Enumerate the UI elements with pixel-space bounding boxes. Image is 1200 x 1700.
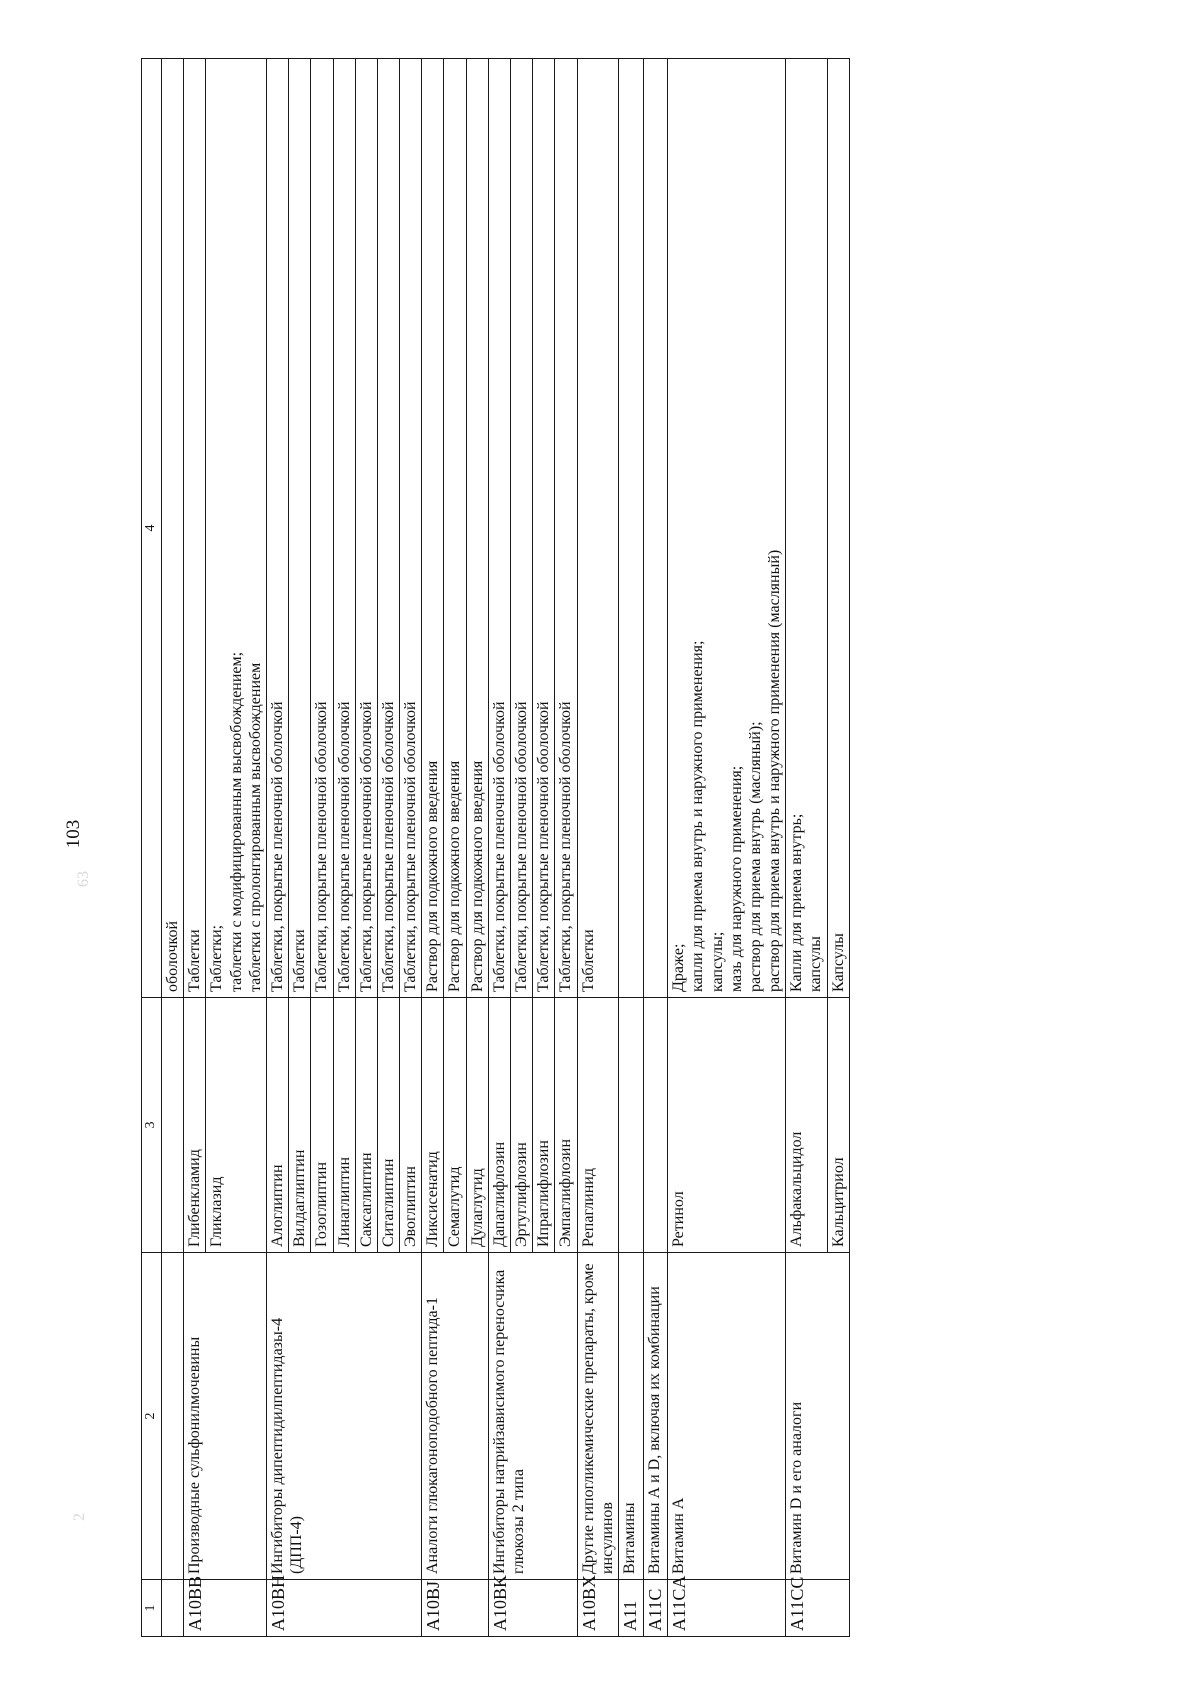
scan-mark: 2 [71, 1513, 88, 1521]
atc-code-cell: A10BB [184, 1580, 267, 1637]
drug-name-cell: Ипраглифлозин [533, 998, 555, 1253]
drug-name-cell: Ретинол [668, 998, 786, 1253]
dosage-form-line: Таблетки; [208, 924, 226, 992]
table-row [422, 59, 444, 1637]
group-name-cell: Ингибиторы дипептидилпептидазы-4 (ДПП-4) [266, 1253, 421, 1580]
drug-name-cell: Эмпаглифлозин [555, 998, 577, 1253]
column-header: 1 [142, 1580, 162, 1637]
dosage-form-line: Таблетки, покрытые пленочной оболочкой [557, 701, 575, 992]
atc-code-cell: A10BK [488, 1580, 577, 1637]
drug-name-cell: Вилдаглиптин [289, 998, 311, 1253]
atc-code-cell: A11CA [668, 1580, 786, 1637]
dosage-form-line: Таблетки, покрытые пленочной оболочкой [335, 701, 353, 992]
dosage-form-line: раствор для приема внутрь и наружного применения (масляный) [766, 549, 784, 992]
group-name-cell: Витамины А и D, включая их комбинации [643, 1253, 668, 1580]
column-header: 4 [142, 59, 162, 998]
dosage-forms-cell [311, 59, 333, 998]
dosage-forms-cell [488, 59, 510, 998]
group-name-cell: Витамины [618, 1253, 643, 1580]
table-row [668, 59, 786, 1637]
dosage-form-line: Таблетки [291, 929, 309, 992]
dosage-forms-cell [643, 59, 668, 998]
table-body [142, 59, 850, 1637]
dosage-form-line: Таблетки, покрытые пленочной оболочкой [268, 701, 286, 992]
continuation-row [162, 59, 184, 1637]
dosage-form-line: Таблетки, покрытые пленочной оболочкой [313, 701, 331, 992]
dosage-form-line: Таблетки, покрытые пленочной оболочкой [379, 701, 397, 992]
table-row [266, 59, 288, 1637]
dosage-forms-cell [422, 59, 444, 998]
column-header: 2 [142, 1253, 162, 1580]
dosage-forms-cell [555, 59, 577, 998]
drug-name-cell: Эртуглифлозин [511, 998, 533, 1253]
drug-name-cell: Гозоглиптин [311, 998, 333, 1253]
table-row [643, 59, 668, 1637]
dosage-forms-cell [266, 59, 288, 998]
drug-name-cell: Гликлазид [206, 998, 267, 1253]
page-number: 103 [63, 819, 84, 849]
dosage-form-line: таблетки с пролонгированным высвобождением [246, 662, 264, 992]
dosage-forms-cell [206, 59, 267, 998]
table-row [618, 59, 643, 1637]
atc-code-cell: A11C [643, 1580, 668, 1637]
group-name-cell: Витамин А [668, 1253, 786, 1580]
table-row [184, 59, 206, 1637]
dosage-form-line: Таблетки, покрытые пленочной оболочкой [402, 701, 420, 992]
dosage-form-line: Таблетки [579, 929, 597, 992]
group-name-cell: Производные сульфонилмочевины [184, 1253, 267, 1580]
drug-name-cell: Дулаглутид [466, 998, 488, 1253]
dosage-forms-cell [444, 59, 466, 998]
dosage-form-line: капли для приема внутрь и наружного применения; [689, 640, 707, 992]
dosage-forms-cell [466, 59, 488, 998]
column-header: 3 [142, 998, 162, 1253]
drug-name-cell: Репаглинид [577, 998, 618, 1253]
drug-name-cell: Кальцитриол [827, 998, 849, 1253]
dosage-form-line: Раствор для подкожного введения [446, 760, 464, 992]
dosage-forms-cell [355, 59, 377, 998]
drug-name-cell [618, 998, 643, 1253]
dosage-form-line: мазь для наружного применения; [727, 765, 745, 992]
dosage-forms-cell [786, 59, 827, 998]
dosage-form-line: капсулы [807, 936, 825, 992]
dosage-form-line: Таблетки, покрытые пленочной оболочкой [535, 701, 553, 992]
group-name-cell: Витамин D и его аналоги [786, 1253, 850, 1580]
table-row [577, 59, 618, 1637]
table-cell [162, 998, 184, 1253]
dosage-form-line: Раствор для подкожного введения [468, 760, 486, 992]
group-name-cell: Ингибиторы натрийзависимого переносчика глюкозы 2 типа [488, 1253, 577, 1580]
dosage-form-line: Таблетки, покрытые пленочной оболочкой [513, 701, 530, 992]
dosage-form-line: Таблетки [186, 929, 204, 992]
dosage-forms-cell [577, 59, 618, 998]
group-name-cell: Аналоги глюкагоноподобного пептида-1 [422, 1253, 489, 1580]
dosage-form-line: Капли для приема внутрь; [788, 813, 806, 992]
drug-table [141, 58, 850, 1637]
drug-name-cell: Ликсисенатид [422, 998, 444, 1253]
dosage-forms-cell [333, 59, 355, 998]
dosage-form-line: Таблетки, покрытые пленочной оболочкой [357, 701, 375, 992]
drug-name-cell: Дапаглифлозин [488, 998, 510, 1253]
drug-name-cell: Линаглиптин [333, 998, 355, 1253]
dosage-forms-cell [289, 59, 311, 998]
atc-code-cell: A11 [618, 1580, 643, 1637]
dosage-forms-cell [827, 59, 849, 998]
atc-code-cell: A10BH [266, 1580, 421, 1637]
dosage-form-line: таблетки с модифицированным высвобождением; [227, 651, 245, 992]
continued-form-text: оболочкой [162, 59, 184, 998]
table-row [488, 59, 510, 1637]
atc-code-cell: A11CC [786, 1580, 850, 1637]
dosage-forms-cell [377, 59, 399, 998]
dosage-forms-cell [618, 59, 643, 998]
dosage-form-line: Драже; [670, 943, 688, 992]
dosage-forms-cell [511, 59, 533, 998]
drug-name-cell: Глибенкламид [184, 998, 206, 1253]
scan-mark: 63 [75, 871, 92, 887]
drug-name-cell: Эвоглиптин [400, 998, 422, 1253]
dosage-form-line: раствор для приема внутрь (масляный); [746, 721, 764, 992]
atc-code-cell: A10BJ [422, 1580, 489, 1637]
drug-name-cell: Семаглутид [444, 998, 466, 1253]
drug-name-cell: Ситаглиптин [377, 998, 399, 1253]
table-row [786, 59, 827, 1637]
atc-code-cell: A10BX [577, 1580, 618, 1637]
dosage-form-line: Таблетки, покрытые пленочной оболочкой [490, 701, 508, 992]
dosage-forms-cell [533, 59, 555, 998]
dosage-forms-cell [184, 59, 206, 998]
drug-name-cell: Саксаглиптин [355, 998, 377, 1253]
dosage-form-line: Раствор для подкожного введения [424, 760, 442, 992]
drug-name-cell [643, 998, 668, 1253]
dosage-form-line: капсулы; [708, 931, 726, 992]
header-row [142, 59, 162, 1637]
group-name-cell: Другие гипогликемические препараты, кроме инсулинов [577, 1253, 618, 1580]
drug-name-cell: Алоглиптин [266, 998, 288, 1253]
table-cell [162, 1253, 184, 1580]
table-frame [141, 58, 1061, 1637]
table-cell [162, 1580, 184, 1637]
dosage-forms-cell [400, 59, 422, 998]
dosage-form-line: Капсулы [829, 933, 847, 992]
dosage-forms-cell [668, 59, 786, 998]
drug-name-cell: Альфакальцидол [786, 998, 827, 1253]
